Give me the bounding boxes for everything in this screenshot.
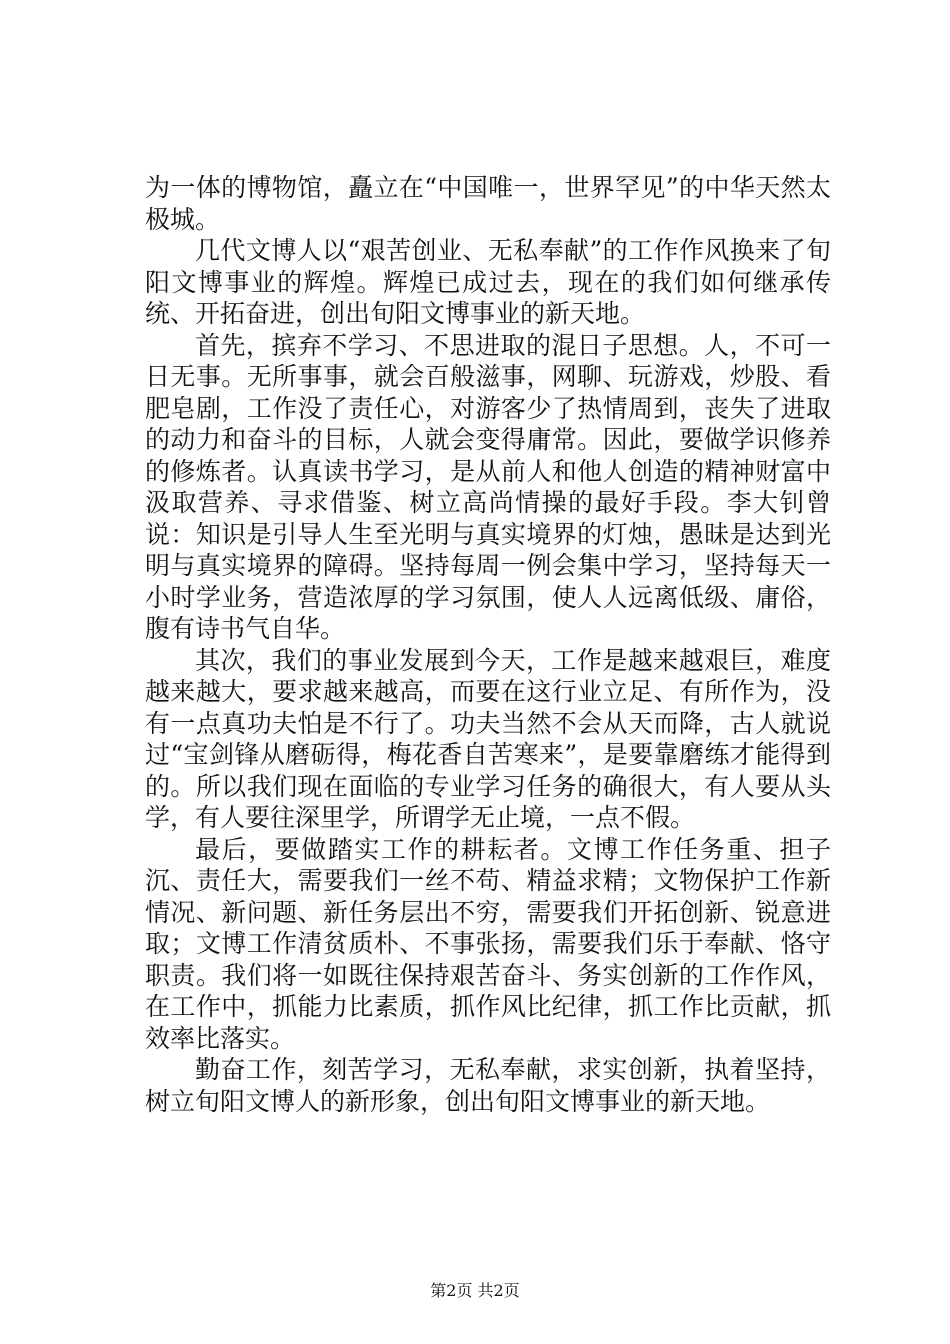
paragraph: 最后，要做踏实工作的耕耘者。文博工作任务重、担子沉、责任大，需要我们一丝不苟、精益求精；文物保护工作新情况、新问题、新任务层出不穷，需要我们开拓创新、锐意进取；文博工作清贫质朴、不事张扬，需要我们乐于奉献、恪守职责。我们将一如既往保持艰苦奋斗、务实创新的工作作风，在工作中，抓能力比素质，抓作风比纪律，抓工作比贡献，抓效率比落实。 bbox=[145, 834, 831, 1053]
page-number-footer: 第2页 共2页 bbox=[430, 1281, 520, 1300]
paragraph: 其次，我们的事业发展到今天，工作是越来越艰巨，难度越来越大，要求越来越高，而要在这行业立足、有所作为，没有一点真功夫怕是不行了。功夫当然不会从天而降，古人就说过“宝剑锋从磨砺得，梅花香自苦寒来”，是要靠磨练才能得到的。所以我们现在面临的专业学习任务的确很大，有人要从头学，有人要往深里学，所谓学无止境，一点不假。 bbox=[145, 645, 831, 832]
paragraph: 几代文博人以“艰苦创业、无私奉献”的工作作风换来了旬阳文博事业的辉煌。辉煌已成过去，现在的我们如何继承传统、开拓奋进，创出旬阳文博事业的新天地。 bbox=[145, 236, 831, 328]
document-body bbox=[145, 172, 831, 1117]
paragraph: 勤奋工作，刻苦学习，无私奉献，求实创新，执着坚持，树立旬阳文博人的新形象，创出旬阳文博事业的新天地。 bbox=[145, 1055, 831, 1116]
paragraph-continuation: 为一体的博物馆，矗立在“中国唯一，世界罕见”的中华天然太极城。 bbox=[145, 173, 831, 234]
paragraph: 首先，摈弃不学习、不思进取的混日子思想。人，不可一日无事。无所事事，就会百般滋事，网聊、玩游戏，炒股、看肥皂剧，工作没了责任心，对游客少了热情周到，丧失了进取的动力和奋斗的目标，人就会变得庸常。因此，要做学识修养的修炼者。认真读书学习，是从前人和他人创造的精神财富中汲取营养、寻求借鉴、树立高尚情操的最好手段。李大钊曾说：知识是引导人生至光明与真实境界的灯烛，愚昧是达到光明与真实境界的障碍。坚持每周一例会集中学习，坚持每天一小时学业务，营造浓厚的学习氛围，使人人远离低级、庸俗，腹有诗书气自华。 bbox=[145, 330, 831, 643]
